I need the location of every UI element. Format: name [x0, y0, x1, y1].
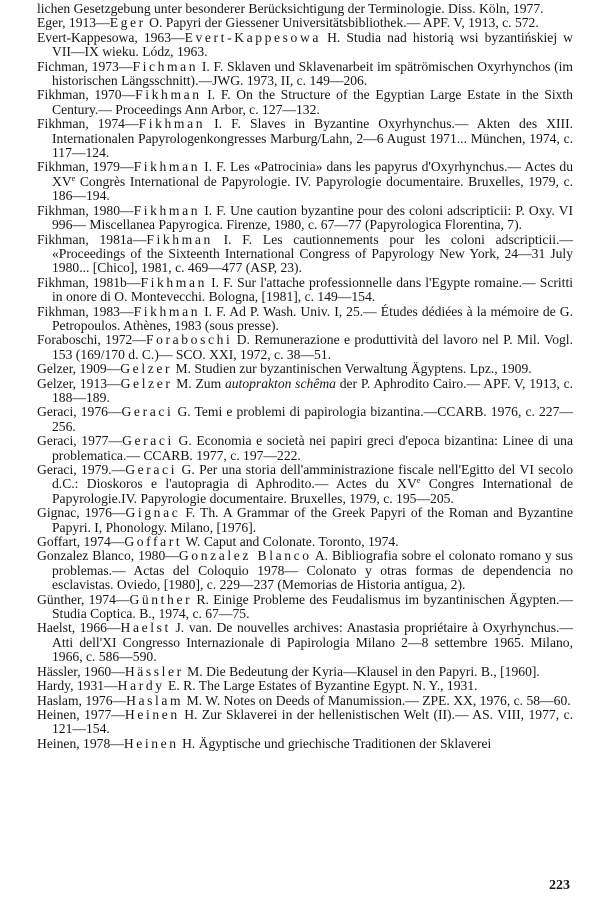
entry-author: Heinen — [124, 706, 180, 722]
entry-citation-key: Foraboschi, 1972— — [37, 332, 146, 348]
entry-text: D. Remunerazione e produttività del lavoro nel P. Mil. Vogl. 153 (169/170 d. C.)— SCO. XXI, 1972, c. 38—51. — [52, 332, 573, 362]
entry-text: H. Ägyptische und griechische Traditionen der Sklaverei — [178, 735, 492, 751]
entry-citation-key: Fikhman, 1981b— — [37, 274, 141, 290]
entry-citation-key: Günther, 1974— — [37, 591, 130, 607]
bibliography-entry — [37, 362, 573, 376]
entry-author: Hardy — [117, 678, 165, 694]
entry-italic-title: autoprakton schêma — [224, 375, 336, 391]
entry-author: Haslam — [126, 692, 184, 708]
entry-text: I. F. Ad P. Wash. Univ. I, 25.— Études dédiées à la mémoire de G. Petropoulos. Athènes, 1983 (sous presse). — [52, 303, 573, 333]
entry-text: A. Bibliografia sobre el colonato romano y sus problemas.— Actas del Coloquio 1978— Colonato y otras formas de dependencia no esclavistas. Oviedo, [1980], c. 229—237 (Memorias de Historia antigua, 2). — [52, 548, 573, 593]
entry-citation-key: Haelst, 1966— — [37, 620, 121, 636]
bibliography-entry — [37, 160, 573, 203]
bibliography-entry — [37, 679, 573, 693]
bibliography-entry — [37, 434, 573, 463]
entry-author: Gelzer — [120, 361, 173, 377]
bibliography-entry — [37, 549, 573, 592]
bibliography-entry — [37, 305, 573, 334]
bibliography-entry — [37, 708, 573, 737]
entry-author: Foraboschi — [145, 332, 233, 348]
entry-citation-key: Gelzer, 1909— — [37, 361, 121, 377]
entry-citation-key: Gelzer, 1913— — [37, 375, 121, 391]
entry-text: M. Die Bedeutung der Kyria—Klausel in den Papyri. B., [1960]. — [183, 663, 540, 679]
bibliography-entry — [37, 593, 573, 622]
entry-citation-key: Fikhman, 1970— — [37, 87, 136, 103]
page-number: 223 — [549, 878, 570, 893]
bibliography-entry — [37, 233, 573, 276]
entry-citation-key: Heinen, 1978— — [37, 735, 124, 751]
bibliography-entry — [37, 535, 573, 549]
entry-author: Gelzer — [120, 375, 173, 391]
entry-text: I. F. Une caution byzantine pour des coloni adscripticii: P. Oxy. VI 996— Miscellanea Papyrogica. Firenze, 1980, c. 67—77 (Papyrologica Florentina, 7). — [52, 202, 573, 233]
entry-text-continued: der P. Aphrodito Cairo.— APF. V, 1913, c. 188—189. — [52, 375, 573, 405]
entry-author: Heinen — [123, 735, 179, 751]
entry-citation-key: lichen Gesetzgebung unter besonderer Berücksichtigung der Terminologie. Diss. Köln, 1977. — [37, 1, 544, 16]
entry-author: Eger — [109, 15, 146, 31]
entry-author: Gonzalez Blanco — [178, 548, 312, 564]
bibliography-list — [37, 2, 573, 751]
entry-author: Fikhman — [133, 202, 201, 218]
entry-citation-key: Fikhman, 1979— — [37, 159, 134, 175]
bibliography-entry — [37, 16, 573, 30]
entry-citation-key: Evert-Kappesowa, 1963— — [37, 29, 185, 45]
entry-author: Geraci — [121, 404, 174, 420]
entry-citation-key: Hässler, 1960— — [37, 663, 125, 679]
entry-citation-key: Fichman, 1973— — [37, 58, 133, 74]
entry-citation-key: Haslam, 1976— — [37, 692, 127, 708]
entry-text: I. F. Sur l'attache professionnelle dans l'Egypte romaine.— Scritti in onore di O. Montevecchi. Bologna, [1981], c. 149—154. — [52, 274, 573, 305]
entry-text: M. Studien zur byzantinischen Verwaltung Ägyptens. Lpz., 1909. — [172, 361, 532, 377]
bibliography-entry — [37, 276, 573, 305]
entry-citation-key: Fikhman, 1983— — [37, 303, 134, 319]
entry-text: W. Caput and Colonate. Toronto, 1974. — [182, 534, 399, 550]
entry-text: M. W. Notes on Deeds of Manumission.— ZPE. XX, 1976, c. 58—60. — [183, 692, 571, 708]
entry-citation-key: Gonzalez Blanco, 1980— — [37, 548, 179, 564]
bibliography-entry — [37, 31, 573, 60]
entry-citation-key: Gignac, 1976— — [37, 505, 126, 521]
bibliography-entry — [37, 2, 573, 16]
entry-author: Geraci — [122, 433, 174, 449]
entry-author: Fikhman — [133, 303, 201, 319]
entry-citation-key: Geraci, 1976— — [37, 404, 122, 420]
entry-text: J. van. De nouvelles archives: Anastasia propriétaire à Oxyrhynchus.— Atti dell'XI Congresso Internazionale di Papirologia Milano 2—8 settembre 1965. Milano, 1966, c. 586—590. — [52, 620, 573, 665]
bibliography-entry — [37, 204, 573, 233]
bibliography-entry — [37, 665, 573, 679]
entry-text: G. Temi e problemi di papirologia bizantina.—CCARB. 1976, c. 227—256. — [52, 404, 573, 434]
entry-author: Fikhman — [138, 116, 206, 132]
entry-citation-key: Eger, 1913— — [37, 15, 110, 31]
entry-citation-key: Geraci, 1977— — [37, 433, 123, 449]
entry-author: Fichman — [132, 58, 199, 74]
bibliography-entry — [37, 333, 573, 362]
entry-author: Fikhman — [146, 231, 213, 247]
bibliography-entry — [37, 88, 573, 117]
entry-author: Fikhman — [135, 87, 202, 103]
entry-text: M. Zum — [172, 375, 225, 391]
bibliography-entry — [37, 621, 573, 664]
entry-text: I. F. Les cautionnements pour les coloni adscripticii.— «Proceedings of the Sixteenth International Congress of Papyrology New York, 24—31 July 1980... [Chico], 1981, c. 469—477 (ASP, 23). — [52, 231, 573, 276]
entry-text: I. F. Slaves in Byzantine Oxyrhynchus.— Akten des XIII. Internationalen Papyrologenkongresses Marburg/Lahn, 2—6 August 1971... München, 1974, c. 117—124. — [52, 116, 574, 161]
entry-author: Hässler — [124, 663, 184, 679]
bibliography-entry — [37, 737, 573, 751]
entry-author: Fikhman — [133, 159, 201, 175]
entry-text: F. Th. A Grammar of the Greek Papyri of the Roman and Byzantine Papyri. I, Phonology. Milano, [1976]. — [52, 505, 573, 535]
entry-citation-key: Fikhman, 1980— — [37, 202, 134, 218]
bibliography-entry — [37, 60, 573, 89]
entry-text: G. Per una storia dell'amministrazione fiscale nell'Egitto del VI secolo d.C.: Dioskoros e l'autopragia di Aphrodito.— Actes du XV — [52, 462, 574, 492]
entry-author: Fikhman — [140, 274, 207, 290]
entry-citation-key: Hardy, 1931— — [37, 678, 118, 694]
bibliography-entry — [37, 377, 573, 406]
bibliography-entry — [37, 405, 573, 434]
entry-citation-key: Goffart, 1974— — [37, 534, 125, 550]
entry-text: H. Zur Sklaverei in der hellenistischen Welt (II).— AS. VIII, 1977, c. 121—154. — [52, 706, 573, 737]
entry-text: O. Papyri der Giessener Universitätsbibliothek.— APF. V, 1913, c. 572. — [145, 15, 539, 31]
entry-superscript: e — [71, 173, 76, 183]
entry-text: I. F. Sklaven und Sklavenarbeit im spätrömischen Oxyrhynchos (im historischen Längsschnitt).—JWG. 1973, II, c. 149—206. — [52, 58, 573, 89]
entry-superscript: e — [416, 476, 421, 486]
entry-text: I. F. Les «Patrocinia» dans les papyrus d'Oxyrhynchus.— Actes du XV — [52, 159, 573, 189]
entry-text: R. Einige Probleme des Feudalismus im byzantinischen Ägypten.— Studia Coptica. B., 1974, c. 67—75. — [52, 591, 573, 622]
entry-text: I. F. On the Structure of the Egyptian Large Estate in the Sixth Century.— Proceedings Ann Arbor, c. 127—132. — [52, 87, 573, 117]
entry-citation-key: Heinen, 1977— — [37, 706, 125, 722]
entry-text: H. Studia nad historią wsi byzantińskiej w VII—IX wieku. Lódz, 1963. — [52, 29, 573, 60]
entry-text-continued: Congrès International de Papyrologie. IV. Papyrologie documentaire. Bruxelles, 1979, c. 186—194. — [52, 173, 573, 204]
entry-citation-key: Geraci, 1979.— — [37, 462, 126, 477]
entry-author: Geraci — [125, 462, 178, 477]
entry-author: Evert-Kappesowa — [184, 29, 322, 45]
entry-author: Goffart — [124, 534, 183, 550]
entry-text-continued: Congres International de Papyrologie.IV. Papyrologie documentaire. Bruxelles, 1979, c. 195—205. — [52, 476, 573, 506]
entry-citation-key: Fikhman, 1974— — [37, 116, 139, 132]
entry-author: Haelst — [120, 620, 171, 636]
bibliography-entry — [37, 506, 573, 535]
entry-author: Gignac — [125, 505, 181, 521]
bibliography-entry — [37, 694, 573, 708]
entry-author: Günther — [129, 591, 193, 607]
entry-text: G. Economia e società nei papiri greci d'epoca bizantina: Linee di una problematica.— CCARB. 1977, c. 197—222. — [52, 433, 573, 463]
bibliography-entry — [37, 117, 573, 160]
bibliography-entry — [37, 463, 573, 506]
entry-text: E. R. The Large Estates of Byzantine Egypt. N. Y., 1931. — [164, 678, 478, 694]
entry-citation-key: Fikhman, 1981a— — [37, 231, 147, 247]
